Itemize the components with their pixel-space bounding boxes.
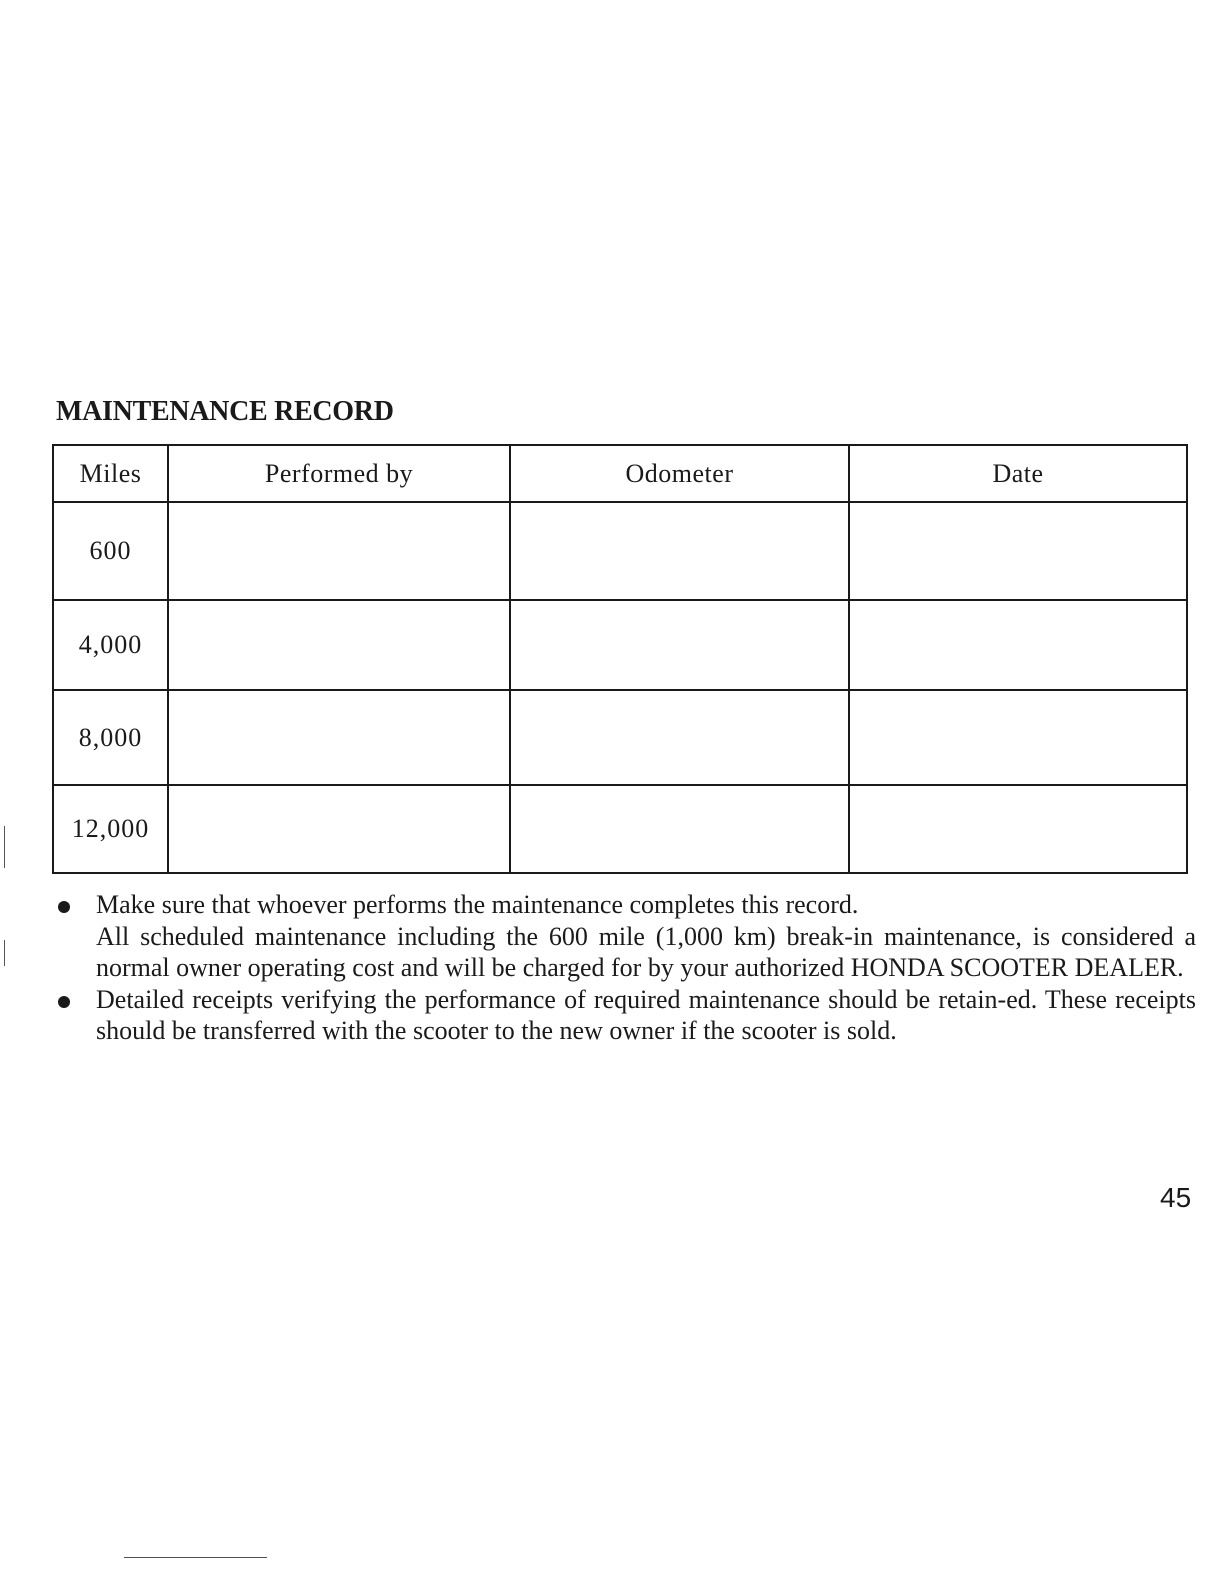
date-cell[interactable] [849, 600, 1187, 690]
page-number: 45 [1160, 1182, 1192, 1213]
odometer-cell[interactable] [510, 600, 849, 690]
header-date: Date [849, 445, 1187, 502]
date-cell[interactable] [849, 502, 1187, 600]
note-item [56, 889, 1196, 984]
miles-cell: 8,000 [53, 690, 168, 785]
table-header-row [53, 445, 1187, 502]
odometer-cell[interactable] [510, 785, 849, 873]
odometer-cell[interactable] [510, 502, 849, 600]
note-paragraph: Make sure that whoever performs the maintenance completes this record. [96, 890, 859, 919]
header-performed-by: Performed by [168, 445, 510, 502]
miles-cell: 12,000 [53, 785, 168, 873]
bullet-icon [58, 996, 70, 1008]
margin-mark [4, 940, 5, 966]
performed-by-cell[interactable] [168, 502, 510, 600]
miles-cell: 600 [53, 502, 168, 600]
odometer-cell[interactable] [510, 690, 849, 785]
bullet-icon [58, 901, 70, 913]
table-row [53, 502, 1187, 600]
bottom-rule [124, 1557, 267, 1558]
header-odometer: Odometer [510, 445, 849, 502]
maintenance-record-table [52, 444, 1188, 874]
performed-by-cell[interactable] [168, 690, 510, 785]
date-cell[interactable] [849, 690, 1187, 785]
note-item [56, 984, 1196, 1047]
table-row [53, 785, 1187, 873]
note-paragraph: Detailed receipts verifying the performance of required maintenance should be retain-ed. These receipts should be transferred with the scooter to the new owner if the scooter is sold. [96, 984, 1196, 1045]
header-miles: Miles [53, 445, 168, 502]
table-row [53, 690, 1187, 785]
miles-cell: 4,000 [53, 600, 168, 690]
notes-list [56, 889, 1196, 1047]
date-cell[interactable] [849, 785, 1187, 873]
note-paragraph: All scheduled maintenance including the 600 mile (1,000 km) break-in maintenance, is considered a normal owner operating cost and will be charged for by your authorized HONDA SCOOTER DEALER. [96, 921, 1196, 982]
margin-mark [4, 826, 5, 868]
table-row [53, 600, 1187, 690]
page-title: MAINTENANCE RECORD [56, 396, 394, 427]
performed-by-cell[interactable] [168, 600, 510, 690]
performed-by-cell[interactable] [168, 785, 510, 873]
